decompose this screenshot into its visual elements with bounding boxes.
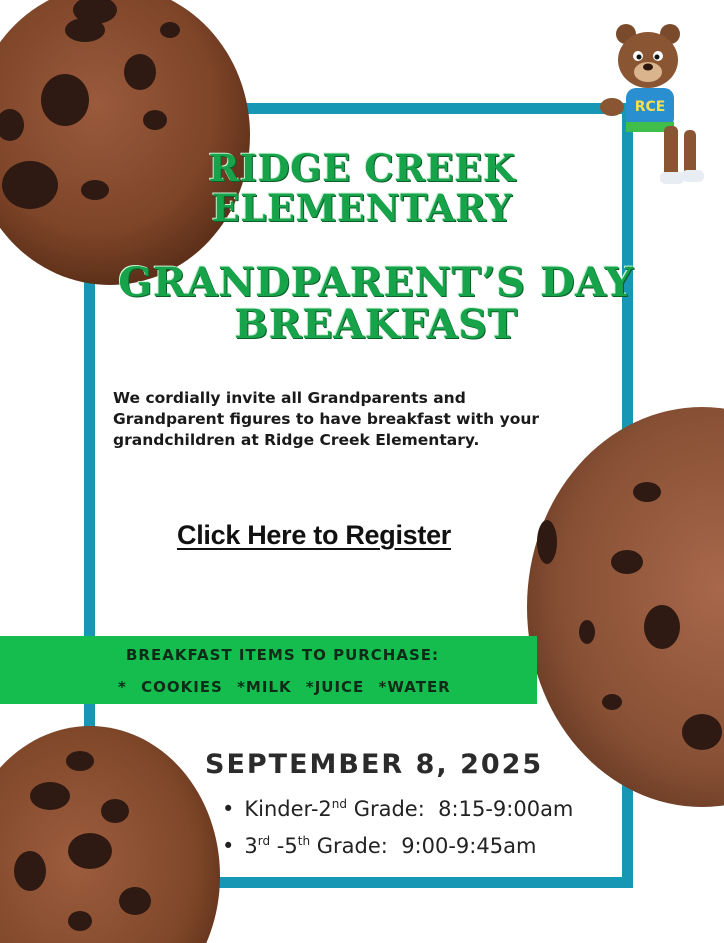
breakfast-items-title: BREAKFAST ITEMS TO PURCHASE:	[126, 646, 440, 664]
mascot-shirt-text: RCE	[634, 99, 666, 115]
invitation-text: We cordially invite all Grandparents and Grandparent figures to have breakfast with your grandchildren at Ridge Creek Elementary.	[113, 389, 540, 449]
cookie-right-image	[522, 402, 724, 812]
item-cookies: * COOKIES	[118, 678, 223, 696]
breakfast-items-banner	[0, 636, 537, 704]
item-water: *WATER	[378, 678, 451, 696]
breakfast-items-list	[118, 678, 451, 696]
schedule-item-kinder-2nd: • Kinder-2nd Grade: 8:15-9:00am	[222, 788, 573, 825]
schedule-list	[222, 788, 573, 862]
schedule-item-3rd-5th: • 3rd -5th Grade: 9:00-9:45am	[222, 825, 573, 862]
event-date: SEPTEMBER 8, 2025	[205, 749, 544, 780]
item-juice: *JUICE	[305, 678, 365, 696]
cookie-bottom-left-image	[0, 726, 222, 943]
item-milk: *MILK	[237, 678, 292, 696]
school-name: RIDGE CREEK ELEMENTARY	[208, 146, 516, 230]
event-title: GRANDPARENT’S DAY BREAKFAST	[118, 259, 634, 348]
register-link[interactable]: Click Here to Register	[177, 520, 451, 550]
